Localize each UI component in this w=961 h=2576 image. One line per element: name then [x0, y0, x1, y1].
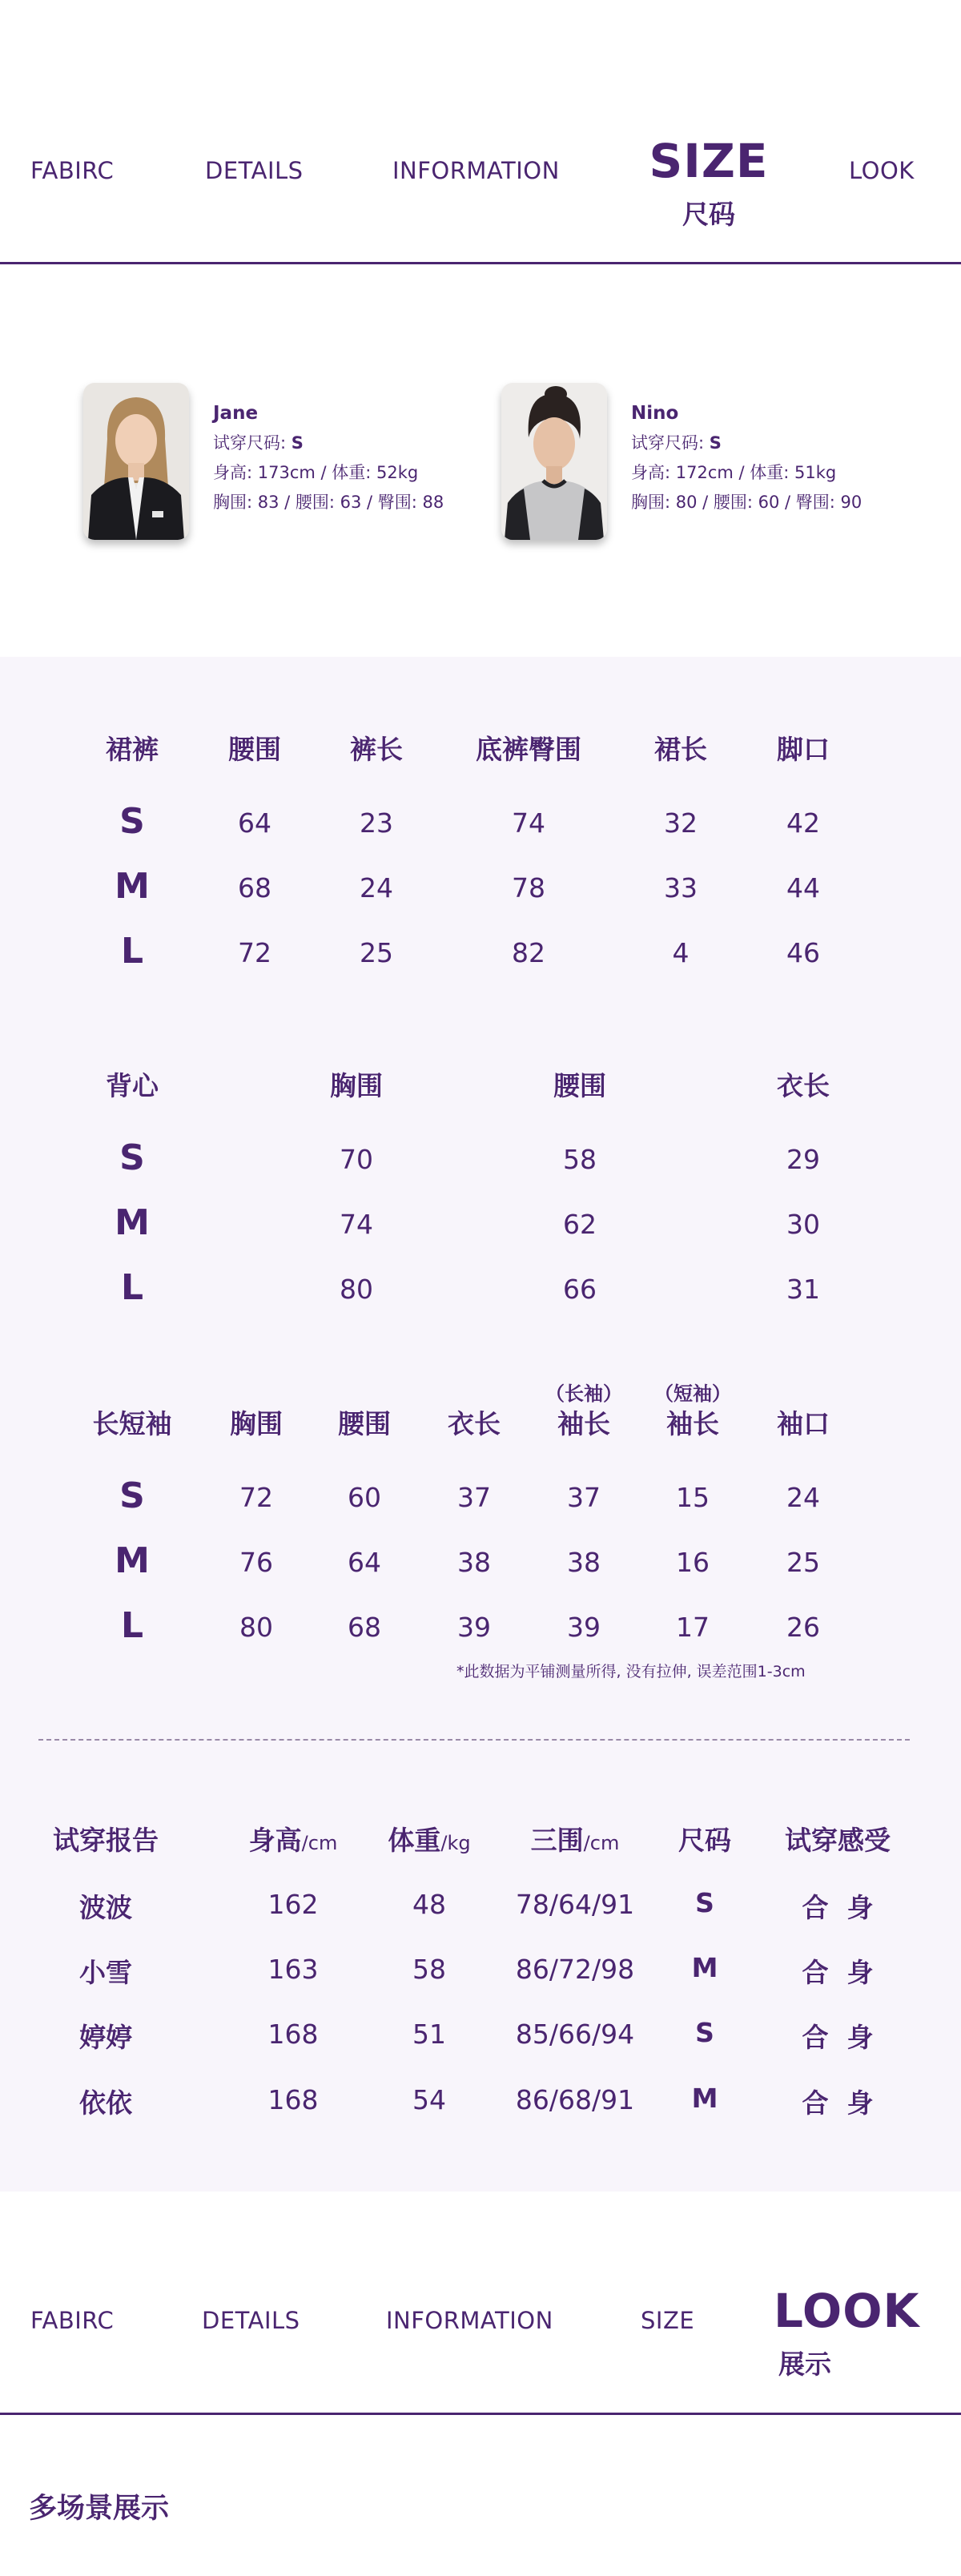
table-cell: 72: [239, 1482, 273, 1513]
table-header: 袖口: [777, 1408, 830, 1439]
table-cell: 25: [360, 937, 393, 968]
table-cell: 60: [348, 1482, 381, 1513]
header-unit: /cm: [301, 1832, 338, 1854]
model-photo-jane: [83, 383, 189, 540]
table-header: 胸围: [330, 1070, 383, 1101]
table-header: 腰围: [228, 734, 281, 765]
table-cell: 16: [676, 1547, 710, 1578]
table-header: 裤长: [350, 734, 403, 765]
table-cell: 23: [360, 807, 393, 839]
size-label: S: [119, 801, 145, 842]
table-cell: 86/72/98: [515, 1954, 635, 1985]
nav-look-title: LOOK: [774, 2284, 920, 2338]
model-try-size-value: S: [709, 433, 722, 453]
table-header: 胸围: [230, 1408, 283, 1439]
table-cell: 24: [360, 872, 393, 904]
nav-divider: [0, 262, 961, 264]
tester-name: 波波: [79, 1892, 132, 1923]
table-cell: 4: [672, 937, 690, 968]
table-cell: M: [691, 1952, 718, 1983]
table-cell: 58: [563, 1144, 597, 1175]
nav-details[interactable]: DETAILS: [202, 2307, 300, 2334]
top-nav: [0, 0, 961, 264]
table-cell: 51: [412, 2019, 446, 2050]
table-cell: 64: [348, 1547, 381, 1578]
table-cell: 42: [786, 807, 820, 839]
model-measurements: 胸围: 83 / 腰围: 63 / 臀围: 88: [213, 493, 444, 512]
model-try-size: [631, 429, 862, 458]
table-header: [388, 1820, 470, 1858]
table-cell: 82: [512, 937, 545, 968]
table-header: 衣长: [448, 1408, 501, 1439]
header-label: 试穿感受: [785, 1825, 891, 1856]
table-cell: 合 身: [802, 2087, 874, 2119]
table-header: 腰围: [338, 1408, 391, 1439]
tester-name: 小雪: [79, 1957, 132, 1988]
header-unit: /kg: [440, 1832, 471, 1854]
table-cell: 62: [563, 1209, 597, 1240]
nav-look[interactable]: LOOK: [849, 157, 915, 184]
table-cell: 68: [238, 872, 271, 904]
table-cell: 162: [267, 1889, 319, 1920]
size-label: M: [115, 866, 150, 907]
table-cell: 39: [567, 1612, 601, 1643]
model-try-size-label: 试穿尺码:: [631, 433, 705, 453]
header-label: 体重: [388, 1825, 441, 1856]
table-cell: 78: [512, 872, 545, 904]
header-label: 尺码: [678, 1825, 731, 1856]
table-cell: 76: [239, 1547, 273, 1578]
table-cell: M: [691, 2083, 718, 2114]
model-info-jane: [213, 399, 444, 517]
model-name: Nino: [631, 403, 679, 424]
table-cell: 44: [786, 872, 820, 904]
model-portrait-icon: [501, 383, 607, 540]
table-header: [785, 1820, 891, 1858]
model-portrait-icon: [83, 383, 189, 540]
table-cell: S: [695, 1887, 714, 1918]
table-cell: 46: [786, 937, 820, 968]
nav-look-subtitle: 展示: [778, 2349, 831, 2380]
table-header: 背心: [106, 1070, 159, 1101]
table-cell: 25: [786, 1547, 820, 1578]
nav-size-subtitle: 尺码: [682, 199, 735, 230]
nav-size-active[interactable]: [641, 134, 777, 231]
model-try-size: [213, 429, 444, 458]
model-height-weight: 身高: 172cm / 体重: 51kg: [631, 463, 837, 482]
size-label: S: [119, 1137, 145, 1178]
size-label: M: [115, 1540, 150, 1581]
header-label: 试穿报告: [53, 1825, 159, 1856]
table-cell: 17: [676, 1612, 710, 1643]
table-header: [53, 1820, 159, 1858]
table-header: 底裤臀围: [476, 734, 581, 765]
table-subheader: （长袖）: [545, 1383, 622, 1405]
table-cell: 74: [340, 1209, 373, 1240]
table-cell: 70: [340, 1144, 373, 1175]
table-subheader: （短袖）: [654, 1383, 731, 1405]
table-header: 脚口: [777, 734, 830, 765]
table-cell: 32: [664, 807, 698, 839]
table-cell: 64: [238, 807, 271, 839]
table-header: [249, 1820, 338, 1858]
nav-fabric[interactable]: FABIRC: [30, 157, 115, 184]
model-name: Jane: [213, 403, 259, 424]
table-cell: 72: [238, 937, 271, 968]
table-header: [678, 1820, 731, 1858]
table-header: [531, 1820, 620, 1858]
size-label: L: [120, 1605, 144, 1646]
table-cell: 30: [786, 1209, 820, 1240]
table-cell: 80: [239, 1612, 273, 1643]
table-cell: 合 身: [802, 1892, 874, 1923]
table-cell: 85/66/94: [515, 2019, 635, 2050]
size-label: S: [119, 1475, 145, 1516]
table-cell: 26: [786, 1612, 820, 1643]
table-cell: 168: [267, 2084, 319, 2115]
header-unit: /cm: [583, 1832, 620, 1854]
nav-look-active[interactable]: [774, 2284, 926, 2381]
table-cell: 74: [512, 807, 545, 839]
tester-name: 依依: [79, 2087, 132, 2119]
header-label: 三围: [530, 1825, 584, 1856]
nav-fabric[interactable]: FABIRC: [30, 2307, 115, 2334]
tester-name: 婷婷: [79, 2022, 132, 2053]
model-height-weight: 身高: 173cm / 体重: 52kg: [213, 463, 419, 482]
table-cell: 37: [567, 1482, 601, 1513]
model-info-nino: [631, 399, 862, 517]
model-photo-nino: [501, 383, 607, 540]
table-cell: 168: [267, 2019, 319, 2050]
measurement-note: *此数据为平铺测量所得, 没有拉伸, 误差范围1-3cm: [456, 1663, 806, 1680]
table-cell: 80: [340, 1274, 373, 1305]
table-cell: 合 身: [802, 1957, 874, 1988]
table-cell: 31: [786, 1274, 820, 1305]
size-label: L: [120, 1267, 144, 1308]
table-header: 长短袖: [92, 1408, 172, 1439]
nav-size-title: SIZE: [649, 134, 769, 188]
table-cell: 86/68/91: [515, 2084, 635, 2115]
nav-information[interactable]: INFORMATION: [386, 2307, 553, 2334]
table-cell: 33: [664, 872, 698, 904]
size-label: M: [115, 1202, 150, 1243]
table-cell: 29: [786, 1144, 820, 1175]
bottom-nav: [0, 2192, 961, 2424]
nav-divider: [0, 2413, 961, 2415]
table-cell: 合 身: [802, 2022, 874, 2053]
model-try-size-label: 试穿尺码:: [213, 433, 287, 453]
table-cell: 39: [457, 1612, 491, 1643]
dashed-divider: [38, 1739, 910, 1741]
table-cell: 37: [457, 1482, 491, 1513]
table-cell: 15: [676, 1482, 710, 1513]
model-measurements: 胸围: 80 / 腰围: 60 / 臀围: 90: [631, 493, 862, 512]
table-header: 袖长: [666, 1408, 719, 1439]
header-label: 身高: [248, 1825, 302, 1856]
table-cell: 58: [412, 1954, 446, 1985]
table-cell: 48: [412, 1889, 446, 1920]
nav-details[interactable]: DETAILS: [205, 157, 304, 184]
nav-information[interactable]: INFORMATION: [392, 157, 560, 184]
table-cell: 68: [348, 1612, 381, 1643]
table-header: 腰围: [553, 1070, 606, 1101]
table-cell: 38: [457, 1547, 491, 1578]
nav-size[interactable]: SIZE: [641, 2307, 695, 2334]
table-cell: S: [695, 2017, 714, 2048]
table-header: 裙长: [654, 734, 707, 765]
size-label: L: [120, 931, 144, 972]
model-try-size-value: S: [291, 433, 304, 453]
table-header: 裙裤: [106, 734, 159, 765]
table-cell: 38: [567, 1547, 601, 1578]
table-header: 袖长: [557, 1408, 610, 1439]
table-cell: 24: [786, 1482, 820, 1513]
table-cell: 54: [412, 2084, 446, 2115]
table-cell: 66: [563, 1274, 597, 1305]
scene-title: 多场景展示: [29, 2493, 170, 2525]
table-cell: 78/64/91: [515, 1889, 635, 1920]
table-header: 衣长: [777, 1070, 830, 1101]
table-cell: 163: [267, 1954, 319, 1985]
